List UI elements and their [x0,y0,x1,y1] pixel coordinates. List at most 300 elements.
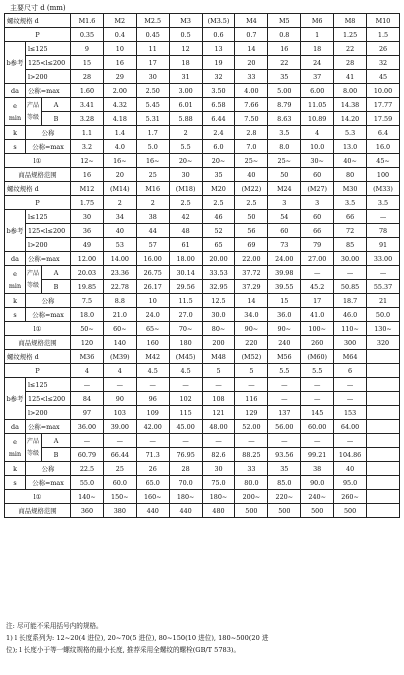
value-cell: 40 [103,224,136,238]
value-cell: 16 [71,168,104,182]
value-cell: 3.28 [71,112,104,126]
value-cell: 137 [268,406,301,420]
value-cell: — [301,266,334,280]
value-cell: 35 [268,70,301,84]
k-row [5,294,400,308]
value-cell: — [334,378,367,392]
value-cell: 48 [169,224,202,238]
size-header-cell: M1.6 [71,14,104,28]
value-cell: 25 [136,168,169,182]
value-cell: 40~ [334,154,367,168]
value-cell: 90~ [268,322,301,336]
value-cell: 7.5 [71,294,104,308]
value-cell: 4.0 [103,140,136,154]
note-line: 注: 尽可能不采用括号内的规格。 [6,622,103,630]
value-cell: 2.00 [103,84,136,98]
value-cell: 44 [136,224,169,238]
value-cell: 0.35 [71,28,104,42]
empty-cell [367,350,400,364]
value-cell: — [268,392,301,406]
value-cell: 30.14 [169,266,202,280]
value-cell: — [268,378,301,392]
size-header-cell: M3 [169,14,202,28]
value-cell: 5.31 [136,112,169,126]
value-cell: 6.44 [202,112,235,126]
value-cell: 5.5 [268,364,301,378]
b-row [5,42,400,56]
value-cell: 116 [235,392,268,406]
value-cell: 85 [334,238,367,252]
value-cell: 240 [268,336,301,350]
value-cell: 15 [268,294,301,308]
size-header-cell: M48 [202,350,235,364]
da-label: da [5,252,26,266]
k-label: k [5,294,26,308]
value-cell: 140 [103,336,136,350]
value-cell: 28 [334,56,367,70]
value-cell: — [301,434,334,448]
grade-a-label: A [42,98,71,112]
value-cell: 37.72 [235,266,268,280]
note-line: 位); l 长度小于等一螺纹规格的最小长度, 推荐采用全螺纹的螺栓(GB/T 5783)。 [6,646,241,654]
empty-cell [367,378,400,392]
value-cell: 36 [71,224,104,238]
pitch-row [5,28,400,42]
min-label: min [8,281,22,290]
value-cell: 7.50 [235,112,268,126]
value-cell: — [103,378,136,392]
value-cell: 23.36 [103,266,136,280]
value-cell: 3.00 [169,84,202,98]
value-cell: 25 [103,462,136,476]
l-label: l① [5,322,71,336]
value-cell: 97 [71,406,104,420]
value-cell: 2.5 [169,196,202,210]
value-cell: 2 [169,126,202,140]
value-cell: 61 [169,238,202,252]
value-cell: 16~ [103,154,136,168]
value-cell: 56 [235,224,268,238]
e-label: e [13,269,17,278]
da-sub-label: 公称=max [26,420,71,434]
value-cell: 41.0 [301,308,334,322]
value-cell: 30 [71,210,104,224]
pitch-label: P [5,28,71,42]
value-cell: 80 [334,168,367,182]
size-header-cell: M12 [71,182,104,196]
empty-cell [367,392,400,406]
value-cell: 65.0 [136,476,169,490]
s-label: s [5,308,26,322]
value-cell: 5.00 [268,84,301,98]
b-condition-label: l>200 [26,70,71,84]
value-cell: 22.5 [71,462,104,476]
b-condition-label: l>200 [26,406,71,420]
grade-label: 产品等级 [26,98,42,126]
da-label: da [5,84,26,98]
value-cell: 20.03 [71,266,104,280]
value-cell: 180 [169,336,202,350]
value-cell: 53 [103,238,136,252]
empty-cell [367,364,400,378]
thread-size-label: 螺纹规格 d [5,350,71,364]
value-cell: 500 [301,504,334,518]
value-cell: 25~ [235,154,268,168]
b-row [5,210,400,224]
value-cell: 82.6 [202,448,235,462]
value-cell: 0.45 [136,28,169,42]
e-min-label [5,98,26,126]
value-cell: 90~ [235,322,268,336]
value-cell: 0.4 [103,28,136,42]
value-cell: 160~ [136,490,169,504]
b-condition-label: l≤125 [26,210,71,224]
value-cell: 25~ [268,154,301,168]
value-cell: 65 [202,238,235,252]
empty-cell [367,490,400,504]
value-cell: 18 [301,42,334,56]
value-cell: 6.58 [202,98,235,112]
value-cell: 100~ [301,322,334,336]
value-cell: 27.0 [169,308,202,322]
grade-a-label: A [42,434,71,448]
value-cell: 10.0 [301,140,334,154]
value-cell: 21 [367,294,400,308]
value-cell: 1.25 [334,28,367,42]
value-cell: 88.25 [235,448,268,462]
value-cell: 8.00 [334,84,367,98]
value-cell: 1.5 [367,28,400,42]
value-cell: 50.85 [334,280,367,294]
value-cell: 64.00 [334,420,367,434]
value-cell: 160 [136,336,169,350]
value-cell: 4.00 [235,84,268,98]
l-range-row [5,504,400,518]
value-cell: 140~ [71,490,104,504]
value-cell: 38 [301,462,334,476]
value-cell: 80~ [202,322,235,336]
k-sub-label: 公称 [26,126,71,140]
s-sub-label: 公称=max [26,308,71,322]
value-cell: 3 [301,196,334,210]
value-cell: 4.32 [103,98,136,112]
value-cell: 50.0 [367,308,400,322]
size-header-cell: M5 [268,14,301,28]
value-cell: 8.63 [268,112,301,126]
size-header-row [5,182,400,196]
value-cell: 109 [136,406,169,420]
pitch-row [5,364,400,378]
value-cell: 16~ [136,154,169,168]
size-header-cell: (M33) [367,182,400,196]
value-cell: 60.00 [301,420,334,434]
value-cell: 30.0 [202,308,235,322]
empty-cell [367,448,400,462]
size-header-cell: (M39) [103,350,136,364]
value-cell: 14 [235,294,268,308]
empty-cell [367,476,400,490]
value-cell: 49 [71,238,104,252]
da-sub-label: 公称=max [26,84,71,98]
value-cell: 11.5 [169,294,202,308]
value-cell: 220~ [268,490,301,504]
value-cell: — [202,434,235,448]
b-ref-label: b参考 [5,378,26,420]
value-cell: 2.5 [235,196,268,210]
value-cell: 153 [334,406,367,420]
value-cell: 29.56 [169,280,202,294]
value-cell: 73 [268,238,301,252]
l-range-row [5,168,400,182]
value-cell: 70.0 [169,476,202,490]
l-label: l① [5,490,71,504]
value-cell: 33 [235,70,268,84]
value-cell: 102 [169,392,202,406]
value-cell: 69 [235,238,268,252]
value-cell: 500 [235,504,268,518]
value-cell: 260~ [334,490,367,504]
e-label: e [13,101,17,110]
value-cell: 60 [301,168,334,182]
da-row [5,420,400,434]
s-label: s [5,140,26,154]
value-cell: 9 [71,42,104,56]
value-cell: 60 [268,224,301,238]
value-cell: 71.3 [136,448,169,462]
value-cell: 16.00 [136,252,169,266]
empty-cell [367,462,400,476]
value-cell: 2.8 [235,126,268,140]
value-cell: — [136,434,169,448]
value-cell: 4.5 [169,364,202,378]
b-ref-label: b参考 [5,210,26,252]
value-cell: 1.60 [71,84,104,98]
value-cell: 26.17 [136,280,169,294]
value-cell: 3.5 [367,196,400,210]
value-cell: 16 [268,42,301,56]
value-cell: — [334,266,367,280]
value-cell: 6.00 [301,84,334,98]
b-condition-label: 125<l≤200 [26,392,71,406]
value-cell: 60 [301,210,334,224]
b-condition-label: l≤125 [26,378,71,392]
value-cell: 8.0 [268,140,301,154]
value-cell: 28 [169,462,202,476]
b-ref-label: b参考 [5,42,26,84]
value-cell: 36.00 [71,420,104,434]
value-cell: 79 [301,238,334,252]
value-cell: 90.0 [301,476,334,490]
value-cell: 130~ [367,322,400,336]
value-cell: 50~ [71,322,104,336]
value-cell: 2 [103,196,136,210]
size-header-cell: (M3.5) [202,14,235,28]
value-cell: 52.00 [235,420,268,434]
value-cell: 300 [334,336,367,350]
e-row [5,98,400,112]
value-cell: 1 [301,28,334,42]
s-sub-label: 公称=max [26,476,71,490]
grade-a-label: A [42,266,71,280]
value-cell: — [71,378,104,392]
value-cell: 41 [334,70,367,84]
value-cell: 129 [235,406,268,420]
s-sub-label: 公称=max [26,140,71,154]
value-cell: 180~ [169,490,202,504]
value-cell: 4.18 [103,112,136,126]
value-cell: 6 [334,364,367,378]
value-cell: 21.0 [103,308,136,322]
value-cell: — [235,378,268,392]
value-cell: 70~ [169,322,202,336]
da-row [5,84,400,98]
value-cell: 24.0 [136,308,169,322]
b-row [5,238,400,252]
size-header-cell: (M60) [301,350,334,364]
value-cell: 11 [136,42,169,56]
size-header-cell: M30 [334,182,367,196]
value-cell: 93.56 [268,448,301,462]
value-cell: 14.38 [334,98,367,112]
size-header-cell: M20 [202,182,235,196]
value-cell: 52 [202,224,235,238]
value-cell: 108 [202,392,235,406]
value-cell: 11.05 [301,98,334,112]
size-header-cell: M56 [268,350,301,364]
b-row [5,378,400,392]
e-row [5,112,400,126]
b-row [5,224,400,238]
value-cell: 37 [301,70,334,84]
value-cell: 42 [169,210,202,224]
value-cell: 20 [235,56,268,70]
value-cell: 66 [334,210,367,224]
value-cell: 80.0 [235,476,268,490]
value-cell: 3.50 [202,84,235,98]
value-cell: 55.0 [71,476,104,490]
value-cell: 50 [268,168,301,182]
value-cell: 121 [202,406,235,420]
value-cell: 8.79 [268,98,301,112]
grade-b-label: B [42,112,71,126]
e-row [5,434,400,448]
value-cell: — [169,378,202,392]
value-cell: 8.8 [103,294,136,308]
value-cell: — [169,434,202,448]
size-header-cell: (M18) [169,182,202,196]
value-cell: 39.55 [268,280,301,294]
value-cell: — [71,434,104,448]
value-cell: 27.00 [301,252,334,266]
value-cell: 26 [136,462,169,476]
pitch-label: P [5,364,71,378]
value-cell: 200~ [235,490,268,504]
value-cell: 240~ [301,490,334,504]
value-cell: 46.0 [334,308,367,322]
value-cell: — [367,210,400,224]
value-cell: 96 [136,392,169,406]
size-header-cell: M10 [367,14,400,28]
value-cell: 29 [103,70,136,84]
size-header-row [5,350,400,364]
b-condition-label: 125<l≤200 [26,224,71,238]
value-cell: 33.53 [202,266,235,280]
value-cell: 20~ [202,154,235,168]
value-cell: 66 [301,224,334,238]
value-cell: 5 [235,364,268,378]
value-cell: 10 [103,42,136,56]
value-cell: 2.4 [202,126,235,140]
value-cell: 380 [103,504,136,518]
b-row [5,392,400,406]
value-cell: 13 [202,42,235,56]
value-cell: 110~ [334,322,367,336]
size-header-cell: (M27) [301,182,334,196]
k-sub-label: 公称 [26,294,71,308]
value-cell: 14 [235,42,268,56]
value-cell: 3.2 [71,140,104,154]
value-cell: 57 [136,238,169,252]
size-header-cell: M64 [334,350,367,364]
value-cell: 20.00 [202,252,235,266]
value-cell: 0.5 [169,28,202,42]
empty-cell [367,406,400,420]
value-cell: 18.7 [334,294,367,308]
value-cell: 42.00 [136,420,169,434]
value-cell: 66.44 [103,448,136,462]
size-header-cell: M36 [71,350,104,364]
l-row [5,490,400,504]
grade-label: 产品等级 [26,434,42,462]
size-header-cell: (M45) [169,350,202,364]
value-cell: 22.00 [235,252,268,266]
size-header-cell: (M22) [235,182,268,196]
value-cell: 16 [103,56,136,70]
thread-size-label: 螺纹规格 d [5,182,71,196]
grade-b-label: B [42,280,71,294]
value-cell: 60~ [103,322,136,336]
value-cell: 5.45 [136,98,169,112]
s-row [5,140,400,154]
value-cell: 32 [202,70,235,84]
value-cell: 75.0 [202,476,235,490]
value-cell: 30 [202,462,235,476]
value-cell: 48.00 [202,420,235,434]
value-cell: 60.0 [103,476,136,490]
value-cell: 19.85 [71,280,104,294]
value-cell: 2 [136,196,169,210]
value-cell: 55.37 [367,280,400,294]
value-cell: 45~ [367,154,400,168]
l-range-row [5,336,400,350]
value-cell: 0.6 [202,28,235,42]
value-cell: 39.00 [103,420,136,434]
value-cell: 26.75 [136,266,169,280]
value-cell: 60.79 [71,448,104,462]
notes [6,620,398,656]
value-cell: 32 [367,56,400,70]
value-cell: 78 [367,224,400,238]
size-header-cell: M2.5 [136,14,169,28]
size-header-cell: (M52) [235,350,268,364]
value-cell: 0.7 [235,28,268,42]
size-header-cell: M2 [103,14,136,28]
value-cell: 30~ [301,154,334,168]
value-cell: 40 [235,168,268,182]
l-range-label: 商品规格范围 [5,168,71,182]
value-cell: 30.00 [334,252,367,266]
size-header-cell: M16 [136,182,169,196]
